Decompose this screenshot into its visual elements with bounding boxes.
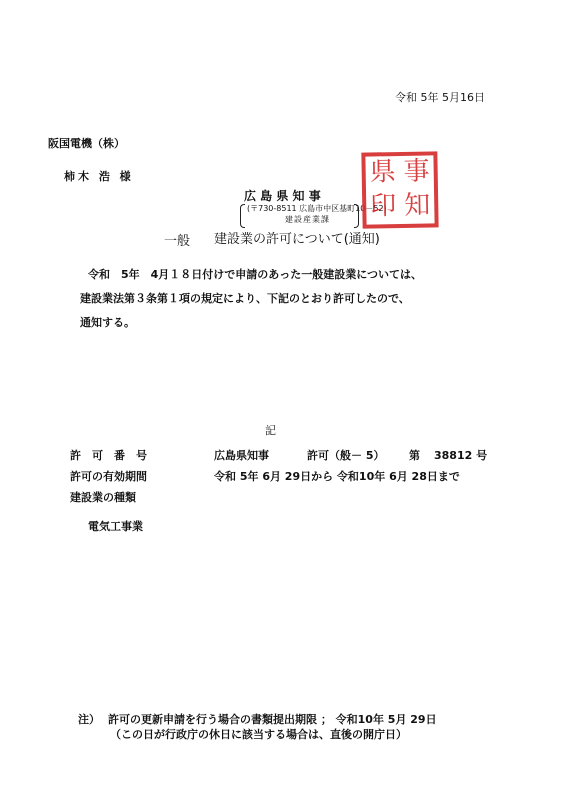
body-line-1: 令和 5年 4月１８日付けで申請のあった一般建設業については、 <box>88 268 422 281</box>
address-bracket-right <box>354 204 359 228</box>
permit-authority: 広島県知事 <box>214 449 269 462</box>
official-seal-stamp <box>361 151 438 228</box>
seal-char: 県 <box>369 157 396 188</box>
seal-char: 印 <box>370 191 397 222</box>
body-line-2: 建設業法第３条第１項の規定により、下記のとおり許可したので、 <box>80 292 410 305</box>
date: 令和 5年 5月16日 <box>395 91 485 104</box>
note-label: 注） <box>78 713 100 726</box>
note-line-1: 許可の更新申請を行う場合の書類提出期限 ； 令和10年 5月 29日 <box>108 713 437 726</box>
address-bracket-left <box>240 204 245 228</box>
ki-mark: 記 <box>265 424 276 437</box>
sender-address: (〒730-8511 広島市中区基町10－52) <box>247 204 387 213</box>
subject-title: 建設業の許可について(通知) <box>214 232 380 247</box>
subject-type: 一般 <box>164 234 191 249</box>
validity-value: 令和 5年 6月 29日から 令和10年 6月 28日まで <box>214 470 460 483</box>
recipient-company: 阪国電機（株） <box>48 137 125 150</box>
sender-title: 広 島 県 知 事 <box>244 189 321 203</box>
permit-number: 38812 号 <box>434 449 488 462</box>
sender-department: 建設産業課 <box>285 215 330 224</box>
note-line-2: （この日が行政庁の休日に該当する場合は、直後の開庁日） <box>110 728 407 741</box>
permit-dai: 第 <box>409 449 420 462</box>
seal-char: 事 <box>403 156 430 187</box>
validity-label: 許可の有効期間 <box>70 470 147 483</box>
recipient-name: 柿木 浩 様 <box>64 170 134 183</box>
seal-char: 知 <box>404 190 431 221</box>
construction-type-label: 建設業の種類 <box>70 491 136 504</box>
construction-type-value: 電気工事業 <box>88 520 143 533</box>
permit-kind: 許可（般－ 5） <box>307 449 385 462</box>
body-line-3: 通知する。 <box>80 316 135 329</box>
permit-no-label: 許 可 番 号 <box>70 449 147 462</box>
